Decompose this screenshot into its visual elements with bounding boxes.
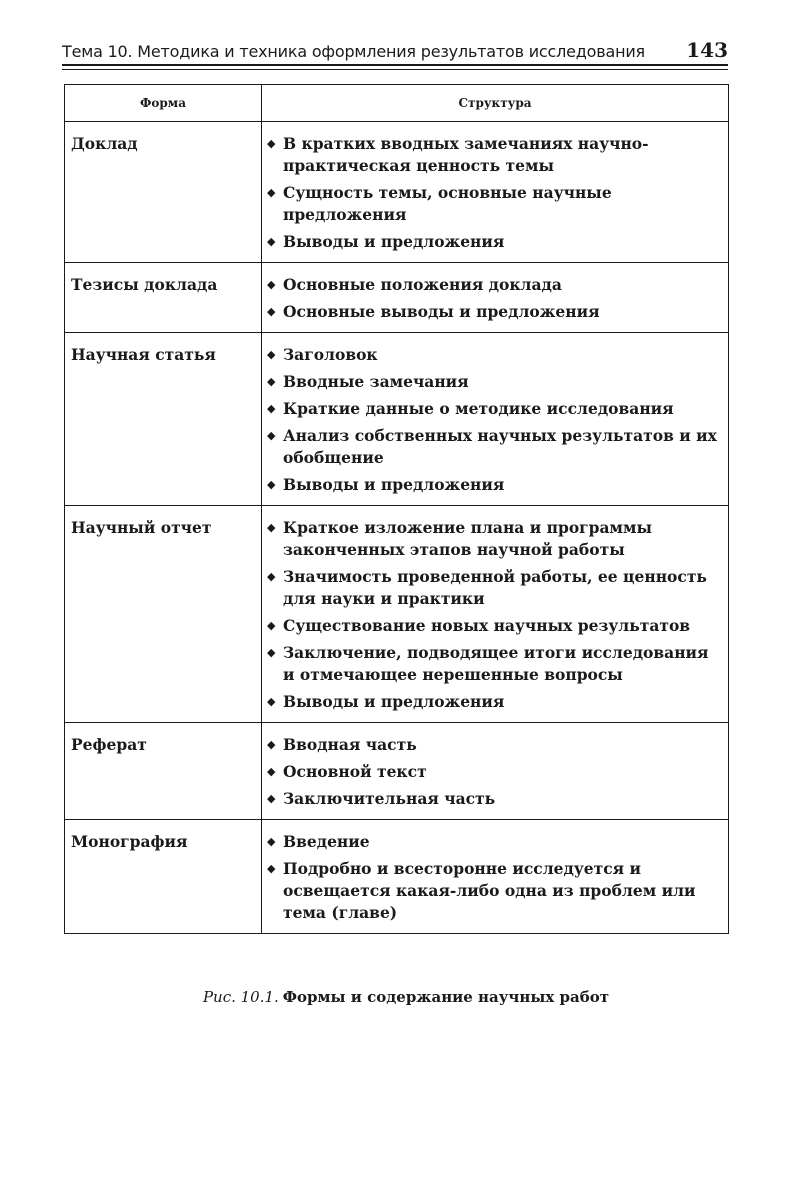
- diamond-bullet-icon: ◆: [267, 835, 276, 848]
- list-item: [267, 398, 722, 420]
- header-rule-thin: [62, 69, 728, 70]
- diamond-bullet-icon: ◆: [267, 570, 276, 583]
- list-item: [267, 231, 722, 253]
- diamond-bullet-icon: ◆: [267, 646, 276, 659]
- list-item-text: Подробно и всесторонне исследуется и освещается какая-либо одна из проблем или тема (главе): [283, 859, 696, 922]
- structure-cell: [262, 122, 729, 263]
- list-item: [267, 788, 722, 810]
- list-item: [267, 182, 722, 226]
- diamond-bullet-icon: ◆: [267, 792, 276, 805]
- list-item-text: Существование новых научных результатов: [283, 616, 691, 635]
- list-item-text: Вводная часть: [283, 735, 417, 754]
- list-item: [267, 133, 722, 177]
- form-name-cell: Реферат: [65, 723, 262, 820]
- diamond-bullet-icon: ◆: [267, 619, 276, 632]
- figure-caption: [0, 988, 812, 1006]
- list-item: [267, 301, 722, 323]
- diamond-bullet-icon: ◆: [267, 235, 276, 248]
- list-item-text: Основные положения доклада: [283, 275, 562, 294]
- list-item-text: Вводные замечания: [283, 372, 469, 391]
- diamond-bullet-icon: ◆: [267, 738, 276, 751]
- column-header-structure: Структура: [262, 85, 729, 122]
- list-item: [267, 691, 722, 713]
- list-item-text: Анализ собственных научных результатов и их обобщение: [283, 426, 717, 467]
- diamond-bullet-icon: ◆: [267, 429, 276, 442]
- table-row: [65, 263, 729, 333]
- diamond-bullet-icon: ◆: [267, 305, 276, 318]
- diamond-bullet-icon: ◆: [267, 521, 276, 534]
- list-item-text: В кратких вводных замечаниях научно-практическая ценность темы: [283, 134, 649, 175]
- table-row: [65, 122, 729, 263]
- diamond-bullet-icon: ◆: [267, 765, 276, 778]
- form-name-cell: Тезисы доклада: [65, 263, 262, 333]
- form-name-cell: Научная статья: [65, 333, 262, 506]
- form-name-cell: Научный отчет: [65, 506, 262, 723]
- diamond-bullet-icon: ◆: [267, 137, 276, 150]
- diamond-bullet-icon: ◆: [267, 402, 276, 415]
- table-header-row: [65, 85, 729, 122]
- structure-cell: [262, 263, 729, 333]
- diamond-bullet-icon: ◆: [267, 375, 276, 388]
- list-item: [267, 566, 722, 610]
- list-item: [267, 474, 722, 496]
- table-row: [65, 333, 729, 506]
- table-row: [65, 820, 729, 934]
- figure-caption-label: Рис. 10.1.: [202, 988, 279, 1006]
- form-name-cell: Доклад: [65, 122, 262, 263]
- header-rule-thick: [62, 64, 728, 66]
- forms-table: [64, 84, 729, 934]
- form-name-cell: Монография: [65, 820, 262, 934]
- list-item-text: Краткое изложение плана и программы законченных этапов научной работы: [283, 518, 653, 559]
- list-item-text: Заключительная часть: [283, 789, 496, 808]
- page-number: 143: [686, 38, 728, 62]
- list-item: [267, 642, 722, 686]
- column-header-form: Форма: [65, 85, 262, 122]
- list-item-text: Основные выводы и предложения: [283, 302, 600, 321]
- list-item: [267, 344, 722, 366]
- structure-list: [267, 831, 722, 924]
- list-item: [267, 734, 722, 756]
- structure-list: [267, 517, 722, 713]
- list-item: [267, 517, 722, 561]
- list-item-text: Выводы и предложения: [283, 232, 505, 251]
- structure-list: [267, 133, 722, 253]
- list-item-text: Краткие данные о методике исследования: [283, 399, 674, 418]
- diamond-bullet-icon: ◆: [267, 478, 276, 491]
- list-item-text: Введение: [283, 832, 370, 851]
- structure-cell: [262, 333, 729, 506]
- structure-cell: [262, 723, 729, 820]
- figure-caption-text: Формы и содержание научных работ: [282, 988, 610, 1006]
- table-row: [65, 723, 729, 820]
- list-item: [267, 858, 722, 924]
- table-body: [65, 122, 729, 934]
- diamond-bullet-icon: ◆: [267, 862, 276, 875]
- list-item: [267, 274, 722, 296]
- list-item: [267, 615, 722, 637]
- diamond-bullet-icon: ◆: [267, 348, 276, 361]
- structure-cell: [262, 820, 729, 934]
- list-item-text: Сущность темы, основные научные предложения: [283, 183, 612, 224]
- structure-list: [267, 734, 722, 810]
- list-item-text: Основной текст: [283, 762, 427, 781]
- list-item: [267, 761, 722, 783]
- table-row: [65, 506, 729, 723]
- structure-list: [267, 274, 722, 323]
- list-item-text: Выводы и предложения: [283, 692, 505, 711]
- list-item: [267, 831, 722, 853]
- list-item-text: Заголовок: [283, 345, 378, 364]
- diamond-bullet-icon: ◆: [267, 186, 276, 199]
- list-item-text: Значимость проведенной работы, ее ценность для науки и практики: [283, 567, 707, 608]
- running-head-title: Тема 10. Методика и техника оформления результатов исследования: [62, 42, 645, 61]
- list-item: [267, 425, 722, 469]
- list-item: [267, 371, 722, 393]
- diamond-bullet-icon: ◆: [267, 695, 276, 708]
- diamond-bullet-icon: ◆: [267, 278, 276, 291]
- structure-list: [267, 344, 722, 496]
- list-item-text: Выводы и предложения: [283, 475, 505, 494]
- structure-cell: [262, 506, 729, 723]
- list-item-text: Заключение, подводящее итоги исследования и отмечающее нерешенные вопросы: [283, 643, 709, 684]
